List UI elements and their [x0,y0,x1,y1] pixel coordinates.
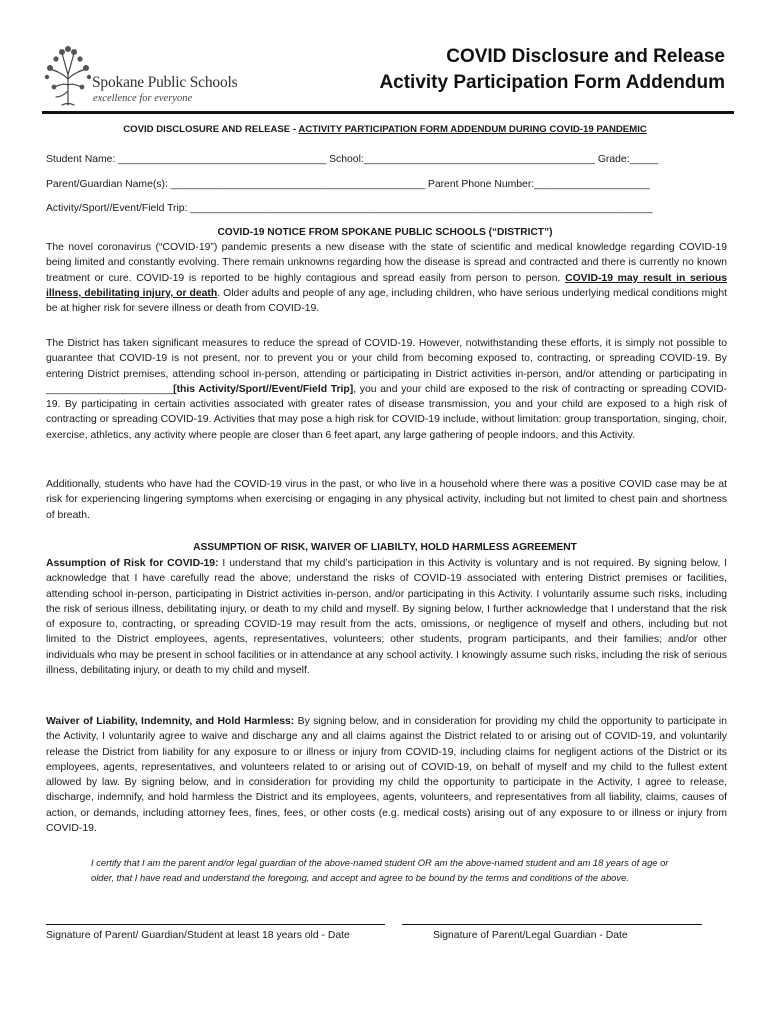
parent-info-line[interactable]: Parent/Guardian Name(s): ____________________________________________ Parent Phone Number:____________________ [46,179,650,190]
waiver-paragraph [46,714,727,836]
form-title [379,44,725,96]
subheading-underlined: ACTIVITY PARTICIPATION FORM ADDENDUM DURING COVID-19 PANDEMIC [298,124,647,135]
subheading-prefix: COVID DISCLOSURE AND RELEASE - [123,124,299,135]
waiver-title: ASSUMPTION OF RISK, WAIVER OF LIABILTY, HOLD HARMLESS AGREEMENT [193,542,577,553]
notice-p1-text: The novel coronavirus (“COVID-19”) pandemic presents a new disease with the state of scientific and medical knowledge regarding COVID-19 being limited and constantly evolving. There remain unknowns regarding how the disease is spread and contracted and there is currently no known treatment or cure. COVID-19 is reported to be highly contagious and spread easily from person to person. [46,242,727,284]
signature-label-right: Signature of Parent/Legal Guardian - Date [433,930,628,941]
notice-p1-end: . Older adults and people of any age, including children, who have serious underlying medical conditions might be at higher risk for severe illness or death from COVID-19. [46,287,727,315]
assumption-of-risk-paragraph [46,556,727,678]
notice-p2-end: , you and your child are exposed to the risk of contracting or spreading COVID-19. By participating in certain activities associated with greater rates of disease transmission, you and your child are exposed to a high risk of contracting or spreading COVID-19. Activities that may pose a high risk for COVID-19 include, without limitation: group transportation, singing, choir, exercise, athletics, any activity where people are closer than 6 feet apart, any large gathering of people indoors, and this Activity. [46,383,727,441]
certification-statement: I certify that I am the parent and/or legal guardian of the above-named student OR am the above-named student and am 18 years of age or older, that I have read and understand the foregoing, and accept and agree to be bound by the terms and conditions of the above. [91,857,669,883]
signature-line-left[interactable] [46,924,385,925]
notice-paragraph-1 [46,240,727,316]
notice-paragraph-3: Additionally, students who have had the COVID-19 virus in the past, or who live in a household where there was a positive COVID case may be at risk for experiencing lingering symptoms when exercising or engaging in any physical activity, including but not limited to chest pain and shortness of breath. [46,479,727,521]
signature-label-left: Signature of Parent/ Guardian/Student at least 18 years old - Date [46,930,350,941]
form-subheading [0,124,770,135]
activity-line[interactable]: Activity/Sport//Event/Field Trip: ________________________________________________________________________________ [46,203,653,214]
notice-p2-start: The District has taken significant measures to reduce the spread of COVID-19. However, notwithstanding these efforts, it is simply not possible to guarantee that COVID-19 is not present, nor to prevent you or your child from becoming exposed to, contracting, or spreading COVID-19. By entering District premises, attending school in-person, attending or participating in District activities in-person, and/or attending or participating in ______________________ [46,338,727,395]
notice-p1-bold: COVID-19 may result in serious illness, debilitating injury, or death [46,272,727,299]
header-rule [42,111,734,114]
notice-title: COVID-19 NOTICE FROM SPOKANE PUBLIC SCHOOLS (“DISTRICT”) [217,227,553,238]
signature-line-right[interactable] [402,924,702,925]
title-line-2: Activity Participation Form Addendum [379,72,725,93]
title-line-1: COVID Disclosure and Release [446,46,725,67]
assumption-text: I understand that my child’s participation in this Activity is voluntary and is not required. By signing below, I acknowledge that I have carefully read the above; understand the risks of COVID-19 associated with entering District premises or facilities, attending school in-person, participating in District activities in-person, and/or participating in this Activity. I voluntarily assume such risks, including the risk of serious illness, debilitating injury, or death to my child and myself. By signing below, I further acknowledge that I understand that the risk of exposure to, contracting, or spreading COVID-19 may result from the acts, omissions, or negligence of myself and others, including but not limited to the District employees, agents, representatives, volunteers; other students, program participants, and their families; and/or other individuals who may be present in school facilities or in attendance at any school activity. I knowingly assume such risks, including the risk of serious illness, debilitating injury, or death to my child and myself. [46,558,727,677]
assumption-heading: Assumption of Risk for COVID-19: [46,558,219,569]
logo-name: Spokane Public Schools [92,74,238,91]
waiver-heading: Waiver of Liability, Indemnity, and Hold Harmless: [46,716,295,727]
tree-icon [42,45,94,107]
notice-paragraph-2 [46,336,727,443]
waiver-text: By signing below, and in consideration for providing my child the opportunity to participate in the Activity, I voluntarily agree to waive and discharge any and all claims against the District related to or arising out of COVID-19, and voluntarily release the District from liability for any exposure to or illness or injury from COVID-19, including claims for negligent actions of the District or its employees, agents, representatives, and volunteers related to or arising out of COVID-19, on behalf of myself and my child to the fullest extent allowed by law. By signing below, and in consideration for providing my child the opportunity to participate in the Activity, I agree to release, discharge, indemnify, and hold harmless the District and its employees, agents, volunteers, and representatives from all liability, claims, causes of action, or demands, including attorney fees, fines, fees, or other costs (e.g. medical costs) arising out of any exposure to or illness or injury from COVID-19. [46,716,728,835]
district-logo [42,45,242,107]
student-info-line[interactable]: Student Name: ____________________________________ School:________________________________________ Grade:_____ [46,154,659,165]
logo-tagline: excellence for everyone [93,93,193,104]
notice-p2-bold: [this Activity/Sport//Event/Field Trip] [173,383,354,395]
